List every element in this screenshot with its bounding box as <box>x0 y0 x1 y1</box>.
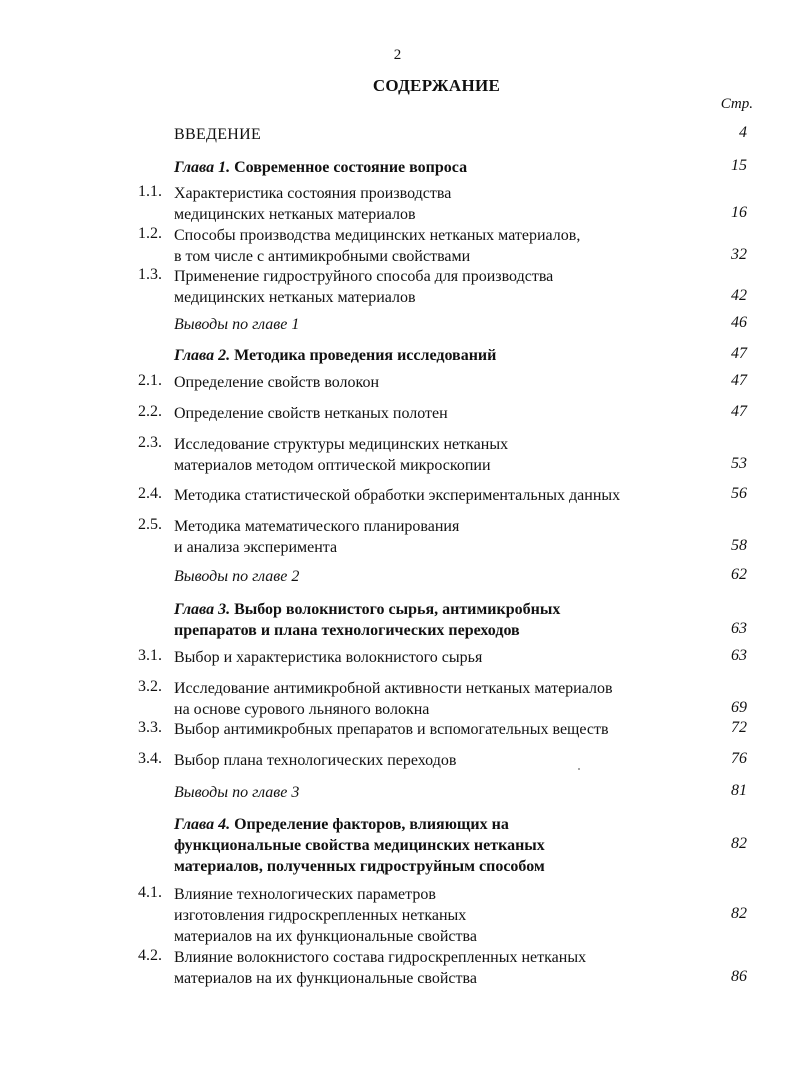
toc-entry-title: Выводы по главе 3 <box>174 784 300 801</box>
toc-entry-line: Методика математического планирования <box>174 518 460 535</box>
page-title: СОДЕРЖАНИЕ <box>372 76 501 95</box>
toc-entry-title: Выводы по главе 1 <box>174 316 300 333</box>
toc-entry-number: 4.1. <box>138 884 162 901</box>
page-number: 2 <box>393 47 402 63</box>
toc-entry-page: 62 <box>731 566 747 583</box>
toc-entry-number: 3.1. <box>138 647 162 664</box>
chapter-label: Глава 1. <box>174 159 231 176</box>
toc-entry-line: медицинских нетканых материалов <box>174 289 416 306</box>
toc-entry-line: материалов на их функциональные свойства <box>174 928 477 945</box>
toc-entry-number: 2.4. <box>138 485 162 502</box>
page-column-header: Стр. <box>720 96 753 112</box>
toc-entry-line: Способы производства медицинских нетканых материалов, <box>174 227 581 244</box>
toc-entry-number: 3.2. <box>138 678 162 695</box>
toc-entry-page: 63 <box>731 620 747 637</box>
toc-entry-line: препаратов и плана технологических переходов <box>174 622 520 639</box>
toc-entry-page: 63 <box>731 647 747 664</box>
toc-entry-line: изготовления гидроскрепленных нетканых <box>174 907 467 924</box>
toc-entry-line: материалов на их функциональные свойства <box>174 970 477 987</box>
chapter-label: Глава 3. <box>174 601 231 618</box>
toc-entry-page: 69 <box>731 699 747 716</box>
toc-entry-number: 1.3. <box>138 266 162 283</box>
toc-entry-line: и анализа эксперимента <box>174 539 338 556</box>
toc-entry-page: 16 <box>731 204 747 221</box>
chapter-label: Глава 4. <box>174 816 231 833</box>
toc-entry-number: 3.3. <box>138 719 162 736</box>
toc-entry-line: Применение гидроструйного способа для производства <box>174 268 554 285</box>
toc-entry-title: ВВЕДЕНИЕ <box>174 126 262 143</box>
toc-entry-page: 15 <box>731 157 747 174</box>
toc-entry-line: Влияние волокнистого состава гидроскрепленных нетканых <box>174 949 587 966</box>
toc-entry-line: Определение факторов, влияющих на <box>234 816 509 833</box>
toc-entry-page: 4 <box>739 124 747 141</box>
toc-entry-number: 2.1. <box>138 372 162 389</box>
toc-entry-page: 56 <box>731 485 747 502</box>
toc-entry-line: в том числе с антимикробными свойствами <box>174 248 471 265</box>
toc-entry-line: медицинских нетканых материалов <box>174 206 416 223</box>
toc-entry-page: 82 <box>731 905 747 922</box>
toc-entry-line: Влияние технологических параметров <box>174 886 436 903</box>
toc-entry-title: Выбор и характеристика волокнистого сырья <box>174 649 483 666</box>
scan-speck <box>578 768 580 770</box>
toc-entry-title: Выводы по главе 2 <box>174 568 300 585</box>
toc-entry-title: Выбор плана технологических переходов <box>174 752 457 769</box>
toc-entry-line: Выбор волокнистого сырья, антимикробных <box>234 601 561 618</box>
toc-entry-number: 2.5. <box>138 516 162 533</box>
toc-entry-page: 76 <box>731 750 747 767</box>
toc-entry-page: 72 <box>731 719 747 736</box>
toc-entry-number: 4.2. <box>138 947 162 964</box>
toc-entry-page: 53 <box>731 455 747 472</box>
toc-entry-page: 46 <box>731 314 747 331</box>
toc-entry-line: материалов методом оптической микроскопии <box>174 457 491 474</box>
toc-entry-page: 47 <box>731 372 747 389</box>
toc-entry-line: Исследование антимикробной активности нетканых материалов <box>174 680 613 697</box>
toc-entry-page: 81 <box>731 782 747 799</box>
toc-entry-page: 82 <box>731 835 747 852</box>
toc-entry-number: 2.2. <box>138 403 162 420</box>
toc-entry-line: на основе сурового льняного волокна <box>174 701 430 718</box>
toc-entry-title: Современное состояние вопроса <box>234 159 468 176</box>
toc-entry-title: Определение свойств волокон <box>174 374 380 391</box>
toc-entry-page: 32 <box>731 246 747 263</box>
chapter-label: Глава 2. <box>174 347 231 364</box>
toc-entry-page: 58 <box>731 537 747 554</box>
toc-entry-number: 1.2. <box>138 225 162 242</box>
toc-entry-title: Определение свойств нетканых полотен <box>174 405 448 422</box>
toc-entry-line: функциональные свойства медицинских нетканых <box>174 837 545 854</box>
toc-entry-page: 47 <box>731 403 747 420</box>
toc-entry-line: Характеристика состояния производства <box>174 185 452 202</box>
toc-entry-number: 3.4. <box>138 750 162 767</box>
toc-entry-page: 47 <box>731 345 747 362</box>
toc-entry-page: 42 <box>731 287 747 304</box>
toc-entry-line: материалов, полученных гидроструйным способом <box>174 858 545 875</box>
toc-entry-title: Выбор антимикробных препаратов и вспомогательных веществ <box>174 721 609 738</box>
toc-entry-title: Методика проведения исследований <box>234 347 497 364</box>
toc-entry-number: 1.1. <box>138 183 162 200</box>
toc-entry-title: Методика статистической обработки экспериментальных данных <box>174 487 621 504</box>
toc-entry-page: 86 <box>731 968 747 985</box>
toc-entry-line: Исследование структуры медицинских нетканых <box>174 436 509 453</box>
toc-entry-number: 2.3. <box>138 434 162 451</box>
